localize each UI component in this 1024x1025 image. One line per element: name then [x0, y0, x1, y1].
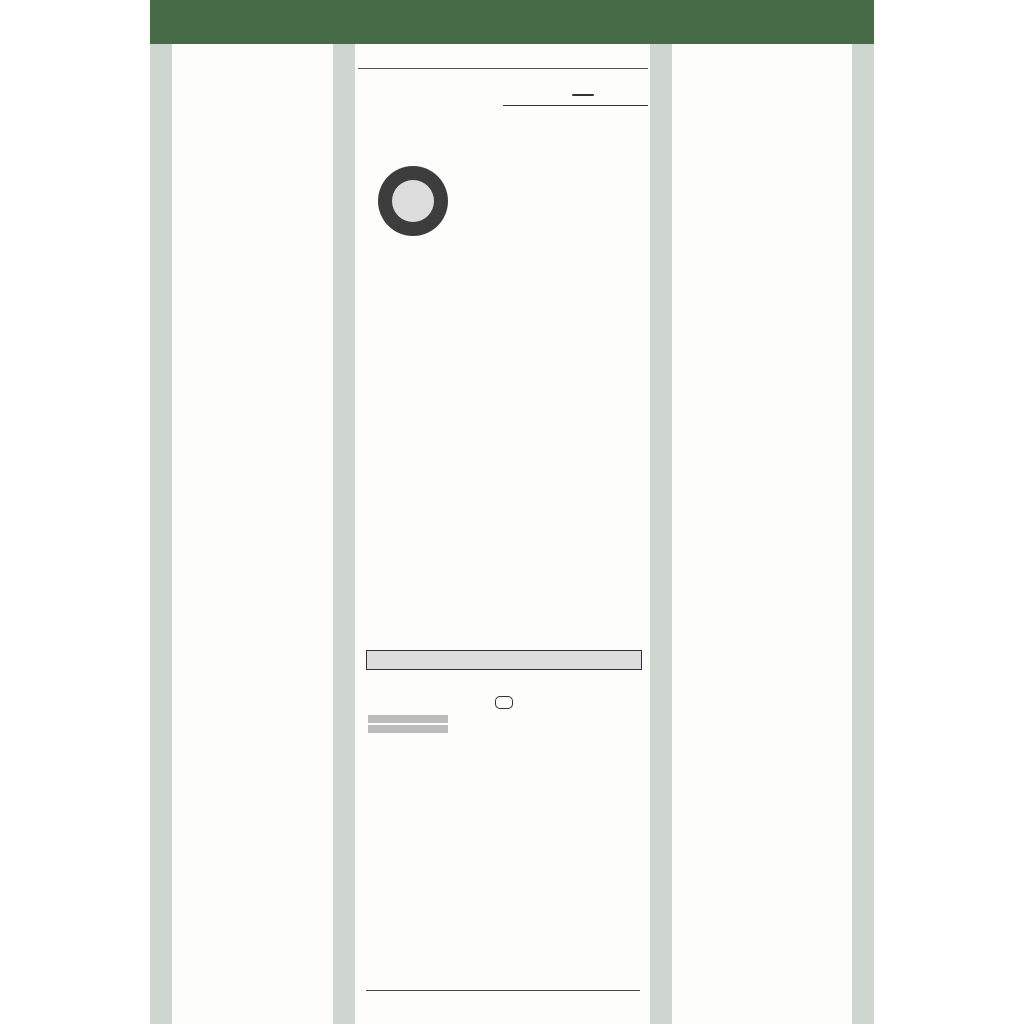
- tax-stamp: [378, 166, 448, 236]
- schedule-row-2: [366, 998, 640, 1002]
- cupon-divider: [366, 650, 642, 670]
- amortization-table: [358, 105, 648, 106]
- cert-numero: [495, 696, 513, 709]
- drawing-schedule: [366, 990, 640, 1025]
- ornament-scroll-icon: [150, 0, 874, 44]
- cert-signatures: [368, 740, 640, 750]
- inner-left-guilloche-band: [333, 44, 355, 1024]
- cert-sep-text: [368, 714, 531, 734]
- cert-serie: [368, 698, 640, 708]
- total-label: [358, 106, 503, 107]
- left-guilloche-band: [150, 44, 172, 1024]
- cert-visto-block: [368, 740, 526, 750]
- right-guilloche-band: [852, 44, 874, 1024]
- right-margin: [874, 0, 1024, 1024]
- main-bond: [358, 56, 648, 648]
- cert-deuda: [368, 686, 640, 690]
- bond-number: [358, 87, 648, 97]
- stamp-center: [392, 180, 434, 222]
- top-ornament-band: [150, 0, 874, 44]
- inner-right-guilloche-band: [650, 44, 672, 1024]
- sorteada-blank: [368, 725, 448, 733]
- cert-separation: [368, 714, 640, 734]
- divider-ornament-icon: [367, 651, 641, 669]
- total-value: [503, 106, 648, 107]
- premium-certificate: [368, 680, 640, 772]
- left-margin: [0, 0, 150, 1024]
- deuda-title: [358, 64, 648, 69]
- total-row: [358, 106, 648, 107]
- numero-value: [572, 94, 594, 96]
- obligacion-blank: [368, 715, 448, 723]
